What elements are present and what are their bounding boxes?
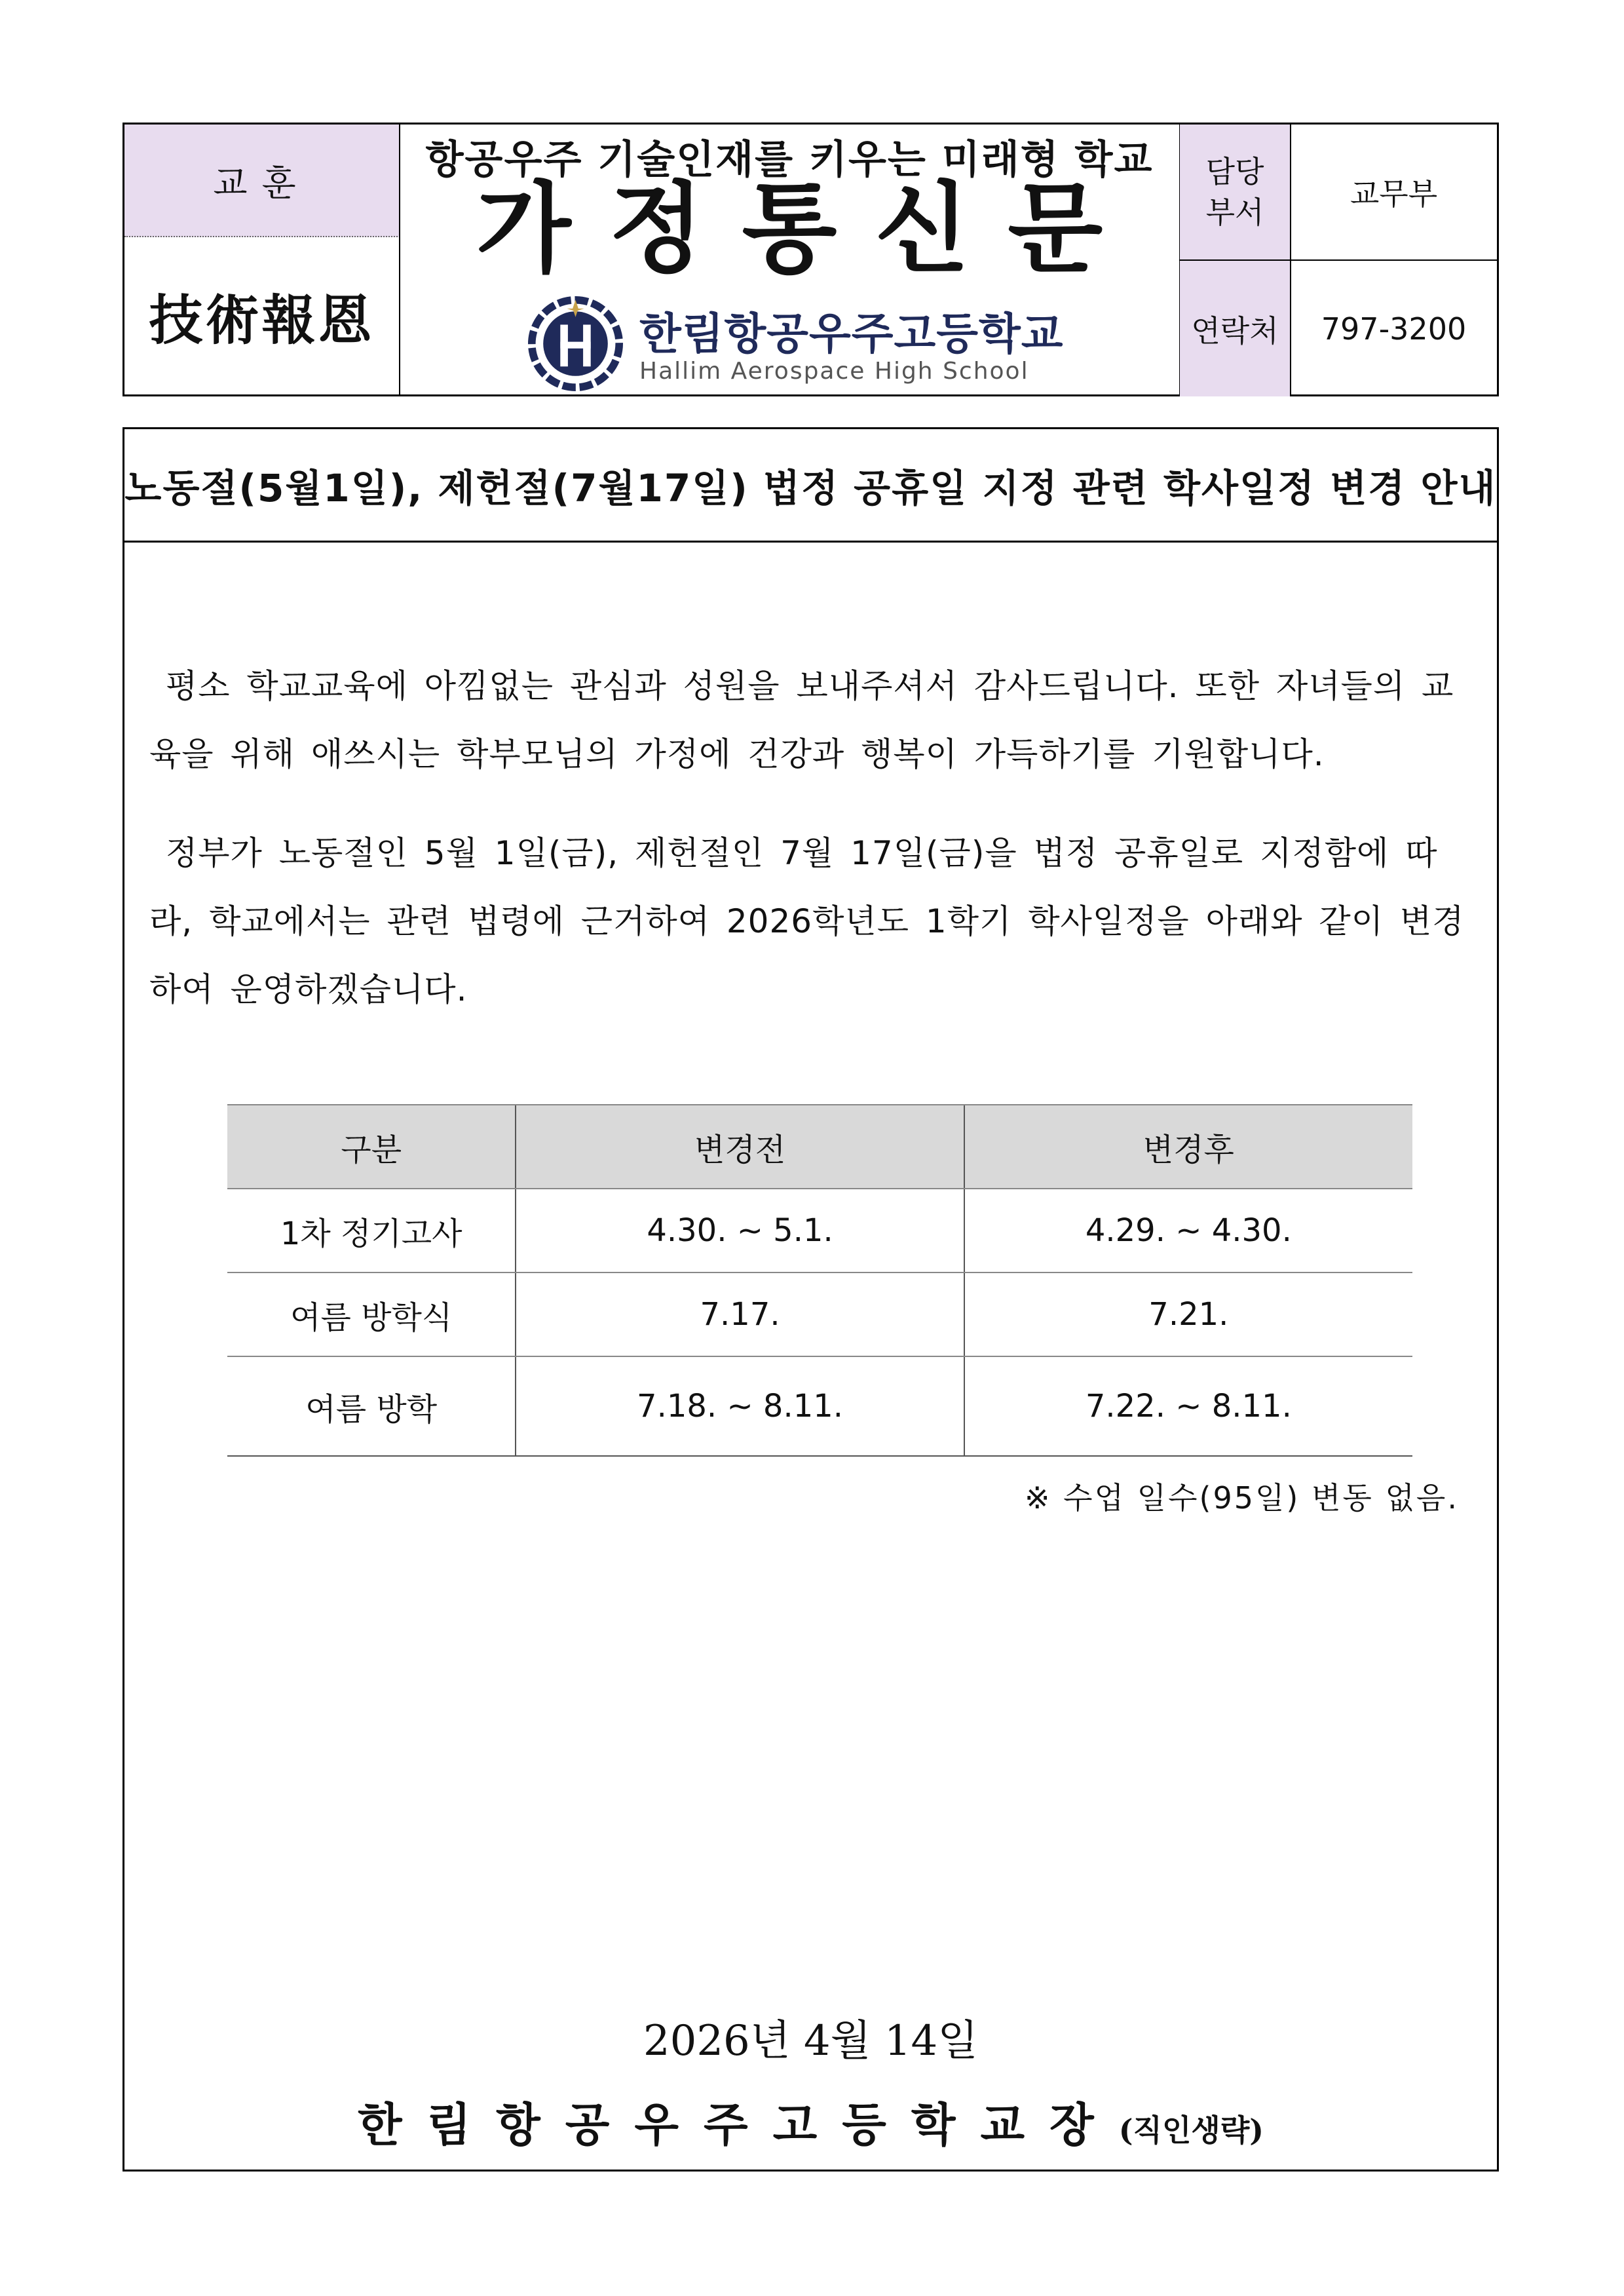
row-before: 7.17. <box>516 1272 964 1356</box>
department-label <box>1180 124 1291 261</box>
contact-label: 연락처 <box>1180 261 1291 396</box>
table-row <box>227 1272 1412 1356</box>
principal-signature <box>124 2088 1497 2154</box>
greeting-text: 평소 학교교육에 아낌없는 관심과 성원을 보내주셔서 감사드립니다. 또한 자녀들의 교육을 위해 애쓰시는 학부모님의 가정에 건강과 행복이 가득하기를 기원합니다. <box>149 667 1454 773</box>
letter-header <box>123 123 1499 396</box>
table-footnote: ※ 수업 일수(95일) 변동 없음. <box>1024 1480 1459 1516</box>
schedule-table <box>227 1104 1412 1457</box>
principal-title: 한림항공우주고등학교장 <box>357 2097 1119 2152</box>
greeting-paragraph <box>149 652 1473 788</box>
announcement-paragraph <box>149 819 1473 1024</box>
announcement-text: 정부가 노동절인 5월 1일(금), 제헌절인 7월 17일(금)을 법정 공휴일로 지정함에 따라, 학교에서는 관련 법령에 근거하여 2026학년도 1학기 학사일정을 아래와 같이 변경하여 운영하겠습니다. <box>149 834 1465 1008</box>
row-after: 7.22. ~ 8.11. <box>964 1356 1412 1456</box>
row-category: 여름 방학식 <box>227 1272 516 1356</box>
notice-title: 노동절(5월1일), 제헌절(7월17일) 법정 공휴일 지정 관련 학사일정 변경 안내 <box>124 429 1497 543</box>
department-label-line2: 부서 <box>1205 195 1264 230</box>
school-emblem-icon <box>528 296 623 391</box>
header-before: 변경전 <box>516 1105 964 1189</box>
row-before: 4.30. ~ 5.1. <box>516 1189 964 1272</box>
row-category: 여름 방학 <box>227 1356 516 1456</box>
seal-omitted-note: (직인생략) <box>1118 2113 1264 2148</box>
table-header-row <box>227 1105 1412 1189</box>
table-row <box>227 1189 1412 1272</box>
row-before: 7.18. ~ 8.11. <box>516 1356 964 1456</box>
school-logo <box>528 296 1065 391</box>
school-slogan: 항공우주 기술인재를 키우는 미래형 학교 <box>425 137 1154 183</box>
department-value: 교무부 <box>1291 124 1497 261</box>
motto-label: 교훈 <box>124 124 400 237</box>
notice-body <box>123 427 1499 2172</box>
school-name-english: Hallim Aerospace High School <box>639 358 1029 385</box>
school-motto: 技術報恩 <box>124 236 400 396</box>
document-title: 가정통신문 <box>476 172 1141 286</box>
header-category: 구분 <box>227 1105 516 1189</box>
row-after: 7.21. <box>964 1272 1412 1356</box>
department-label-line1: 담당 <box>1205 153 1264 189</box>
header-after: 변경후 <box>964 1105 1412 1189</box>
row-category: 1차 정기고사 <box>227 1189 516 1272</box>
issue-date: 2026년 4월 14일 <box>643 2017 979 2065</box>
school-name-korean: 한림항공우주고등학교 <box>639 309 1064 359</box>
contact-value: 797-3200 <box>1321 311 1467 347</box>
title-area <box>400 124 1180 396</box>
table-row <box>227 1356 1412 1456</box>
row-after: 4.29. ~ 4.30. <box>964 1189 1412 1272</box>
